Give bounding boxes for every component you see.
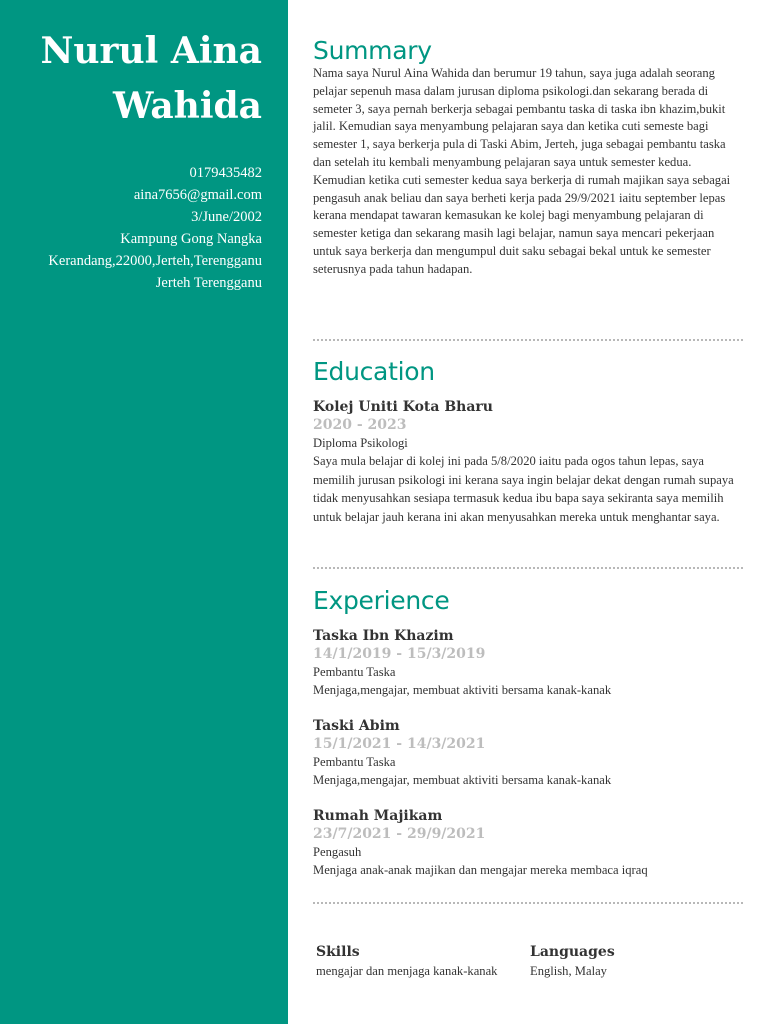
summary-text: Nama saya Nurul Aina Wahida dan berumur 19 tahun, saya juga adalah seorang pelajar sepenuh masa dalam jurusan diploma psikologi.dan sekarang berada di semeter 3, saya pernah berkerja sebagai pembantu taska di taska ibn khazim,bukit jalil. Kemudian saya menyambung pelajaran saya dan ketika cuti semeste bagi semester 1, saya berkerja pula di Taski Abim, Jerteh, juga sebagai pembantu taska dan setelah itu kembali menyambung pelajaran saya untuk semester kedua. Kemudian ketika cuti semester kedua saya berkerja di rumah majikan saya sebagai pengasuh anak beliau dan saya berheti kerja pada 29/9/2021 iaitu september lepas kerana mendapat tawaran kemasukan ke kolej bagi menyambung pelajaran di semester ketiga dan sekarang masih lagi belajar, namun saya mencari pekerjaan untuk saya berkerja dan mengumpul duit saku sebagai bekal untuk ke semester seterusnya pada tahun hadapan.: [313, 66, 731, 276]
job-description: Menjaga,mengajar, membuat aktiviti bersama kanak-kanak: [313, 683, 612, 698]
phone-number: 0179435482: [189, 165, 262, 181]
employer-name: Rumah Majikam: [313, 808, 443, 824]
section-divider: [313, 567, 743, 569]
employer-name: Taska Ibn Khazim: [313, 628, 454, 644]
email-address: aina7656@gmail.com: [133, 187, 262, 203]
experience-entry: [313, 808, 743, 880]
institution-name: Kolej Uniti Kota Bharu: [313, 399, 493, 415]
job-role: Pembantu Taska: [313, 665, 396, 679]
skills-heading: Skills: [316, 944, 360, 960]
job-role: Pembantu Taska: [313, 755, 396, 769]
address-line-1: Kampung Gong Nangka: [120, 231, 262, 247]
section-divider: [313, 339, 743, 341]
name-line-2: Wahida: [113, 85, 262, 127]
skills-text: mengajar dan menjaga kanak-kanak: [316, 964, 498, 978]
education-description: Saya mula belajar di kolej ini pada 5/8/2020 iaitu pada ogos tahun lepas, saya memilih jurusan psikologi ini kerana saya ingin belajar dekat dengan rumah supaya tidak menyusahkan sesiapa termasuk kedua ibu bapa saya sekiranta saya memilih untuk belajar jauh kerana ini akan menyusahkan mereka untuk menghantar saya.: [313, 454, 734, 524]
experience-entry: [313, 718, 743, 790]
contact-details: [0, 162, 262, 294]
summary-heading: Summary: [313, 36, 432, 65]
education-dates: 2020 - 2023: [313, 417, 407, 433]
experience-dates: 14/1/2019 - 15/3/2019: [313, 646, 486, 662]
employer-name: Taski Abim: [313, 718, 400, 734]
job-description: Menjaga anak-anak majikan dan mengajar mereka membaca iqraq: [313, 863, 648, 878]
experience-heading: Experience: [313, 586, 450, 615]
location: Jerteh Terengganu: [155, 275, 262, 291]
date-of-birth: 3/June/2002: [191, 209, 262, 225]
sidebar: [0, 0, 288, 1024]
full-name: [0, 24, 262, 134]
languages-section: [530, 944, 720, 980]
education-heading: Education: [313, 357, 435, 386]
experience-entry: [313, 628, 743, 700]
skills-section: [316, 944, 506, 980]
name-line-1: Nurul Aina: [40, 30, 262, 72]
education-entry: [313, 399, 743, 526]
job-role: Pengasuh: [313, 845, 362, 859]
job-description: Menjaga,mengajar, membuat aktiviti bersama kanak-kanak: [313, 773, 612, 788]
languages-heading: Languages: [530, 944, 615, 960]
experience-dates: 23/7/2021 - 29/9/2021: [313, 826, 486, 842]
experience-dates: 15/1/2021 - 14/3/2021: [313, 736, 486, 752]
section-divider: [313, 902, 743, 904]
qualification: Diploma Psikologi: [313, 436, 408, 450]
languages-text: English, Malay: [530, 964, 607, 978]
address-line-2: Kerandang,22000,Jerteh,Terengganu: [48, 253, 262, 269]
